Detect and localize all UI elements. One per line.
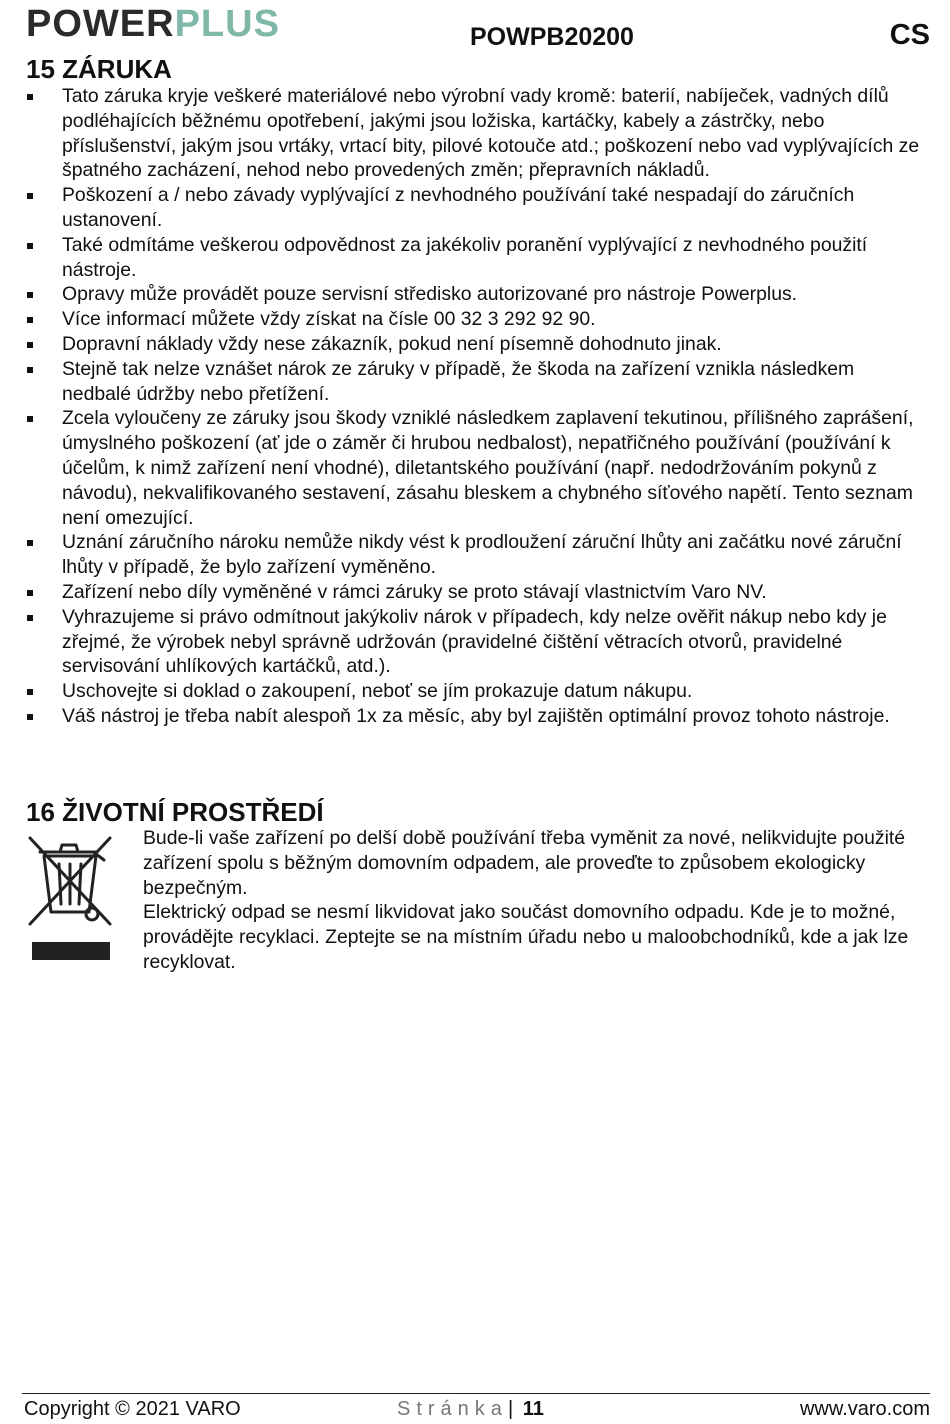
page-number: 11 bbox=[522, 1398, 544, 1420]
list-item: Poškození a / nebo závady vyplývající z nevhodného používání také nespadají do záručních ustanovení. bbox=[26, 183, 926, 233]
list-item: Opravy může provádět pouze servisní středisko autorizované pro nástroje Powerplus. bbox=[26, 282, 926, 307]
crossed-out-wheelie-bin-icon bbox=[26, 832, 116, 966]
list-item: Dopravní náklady vždy nese zákazník, pokud není písemně dohodnuto jinak. bbox=[26, 332, 926, 357]
environment-paragraph-2: Elektrický odpad se nesmí likvidovat jako součást domovního odpadu. Kde je to možné, provádějte recyklaci. Zeptejte se na místním úřadu nebo u maloobchodníků, kde a jak lze recyklovat. bbox=[143, 901, 909, 973]
list-item: Zcela vyloučeny ze záruky jsou škody vzniklé následkem zaplavení tekutinou, přílišného zaprášení, úmyslného poškození (ať jde o záměr či hrubou nedbalost), nepatřičného používání (používání k účelům, k nimž zařízení není vhodné), diletantského používání (např. nedodržováním pokynů z návodu), nekvalifikovaného sestavení, zásahu bleskem a chybného síťového napětí. Tento seznam není omezující. bbox=[26, 406, 926, 530]
logo-power-text: POWER bbox=[26, 3, 175, 45]
list-item: Uznání záručního nároku nemůže nikdy vést k prodloužení záruční lhůty ani začátku nové záruční lhůty v případě, že bylo zařízení vyměněno. bbox=[26, 530, 926, 580]
powerplus-logo bbox=[26, 4, 280, 44]
model-number: POWPB20200 bbox=[470, 23, 634, 51]
list-item: Vyhrazujeme si právo odmítnout jakýkoliv nárok v případech, kdy nelze ověřit nákup nebo kdy je zřejmé, že výrobek nebyl správně udržován (pravidelné čištění větracích otvorů, pravidelné servisování uhlíkových kartáčků, atd.). bbox=[26, 605, 926, 679]
language-code: CS bbox=[889, 19, 930, 51]
section-15-title: 15 ZÁRUKA bbox=[26, 54, 172, 84]
environment-paragraph-1: Bude-li vaše zařízení po delší době používání třeba vyměnit za nové, nelikvidujte použité zařízení spolu s běžným domovním odpadem, ale proveďte to způsobem ekologicky bezpečným. bbox=[143, 827, 906, 899]
list-item: Také odmítáme veškerou odpovědnost za jakékoliv poranění vyplývající z nevhodného použití nástroje. bbox=[26, 233, 926, 283]
logo-plus-text: PLUS bbox=[174, 3, 280, 45]
warranty-list bbox=[26, 84, 926, 729]
environment-text bbox=[143, 826, 933, 975]
list-item: Zařízení nebo díly vyměněné v rámci záruky se proto stávají vlastnictvím Varo NV. bbox=[26, 580, 926, 605]
page-separator: | bbox=[507, 1398, 514, 1420]
list-item: Tato záruka kryje veškeré materiálové nebo výrobní vady kromě: baterií, nabíječek, vadných dílů podléhajících běžnému opotřebení, jakými jsou ložiska, kartáčky, kabely a zástrčky, nebo příslušenství, jakým jsou vrtáky, vrtací bity, pilové kotouče atd.; poškození nebo vad vyplývajících ze špatného zacházení, nehod nebo provedených změn; přepravních nákladů. bbox=[26, 84, 926, 183]
list-item: Stejně tak nelze vznášet nárok ze záruky v případě, že škoda na zařízení vznikla následkem nedbalé údržby nebo přetížení. bbox=[26, 357, 926, 407]
footer-page-indicator bbox=[397, 1397, 544, 1421]
list-item: Uschovejte si doklad o zakoupení, neboť se jím prokazuje datum nákupu. bbox=[26, 679, 926, 704]
list-item: Více informací můžete vždy získat na čísle 00 32 3 292 92 90. bbox=[26, 307, 926, 332]
section-16-title: 16 ŽIVOTNÍ PROSTŘEDÍ bbox=[26, 797, 324, 827]
footer-divider bbox=[22, 1393, 930, 1394]
list-item: Váš nástroj je třeba nabít alespoň 1x za měsíc, aby byl zajištěn optimální provoz tohoto nástroje. bbox=[26, 704, 926, 729]
footer-website: www.varo.com bbox=[799, 1398, 930, 1420]
footer-copyright: Copyright © 2021 VARO bbox=[24, 1398, 241, 1420]
page-word: Stránka bbox=[397, 1398, 508, 1420]
